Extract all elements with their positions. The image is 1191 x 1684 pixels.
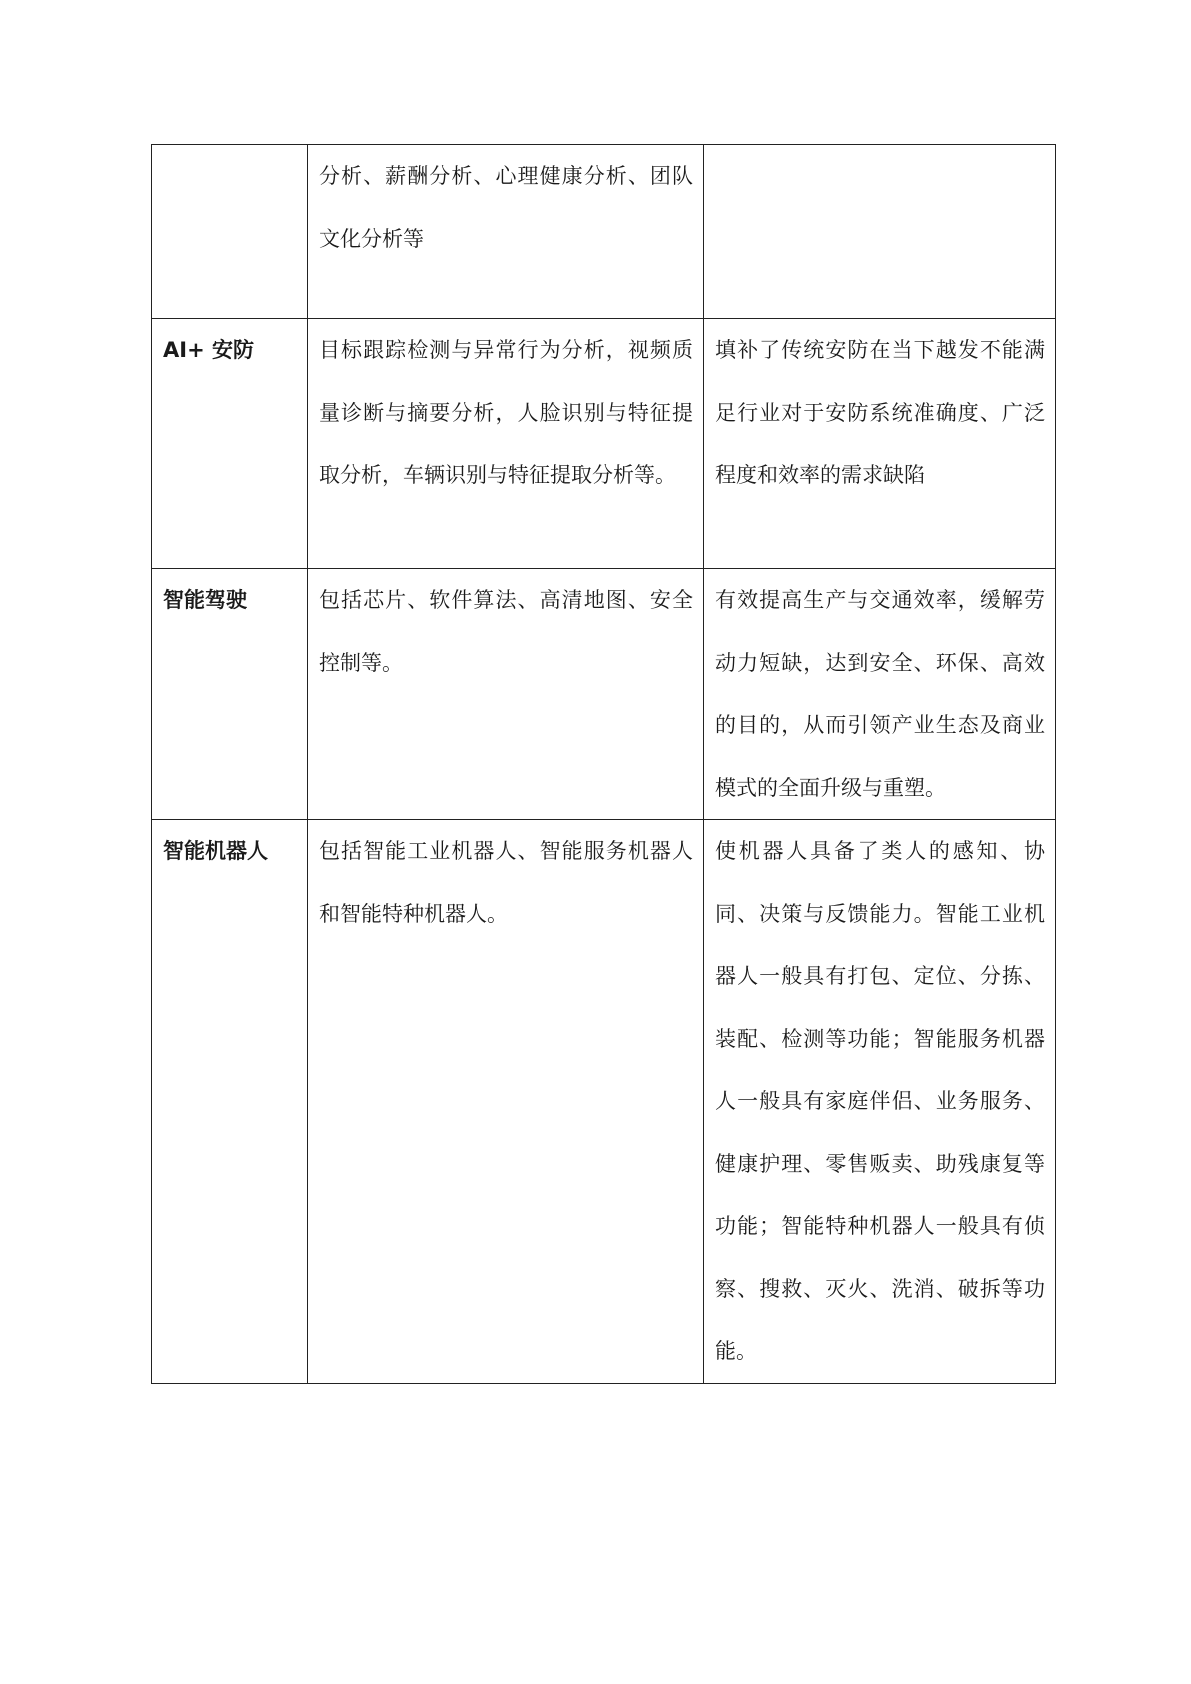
value-cell: [704, 145, 1056, 319]
content-cell: [308, 145, 704, 319]
content-cell: [308, 569, 704, 820]
value-cell: [704, 820, 1056, 1384]
content-text: 包括芯片、软件算法、高清地图、安全控制等。: [319, 588, 693, 675]
content-cell: [308, 820, 704, 1384]
content-text: 包括智能工业机器人、智能服务机器人和智能特种机器人。: [319, 839, 693, 926]
category-cell: [152, 319, 308, 569]
value-cell: [704, 569, 1056, 820]
value-cell: [704, 319, 1056, 569]
category-label: AI+ 安防: [163, 338, 254, 362]
category-label: 智能驾驶: [163, 588, 247, 612]
value-text: 有效提高生产与交通效率，缓解劳动力短缺，达到安全、环保、高效的目的，从而引领产业生态及商业模式的全面升级与重塑。: [715, 588, 1045, 800]
table-row: [152, 145, 1056, 319]
table-row: [152, 820, 1056, 1384]
category-cell: [152, 820, 308, 1384]
category-cell: [152, 145, 308, 319]
value-text: 使机器人具备了类人的感知、协同、决策与反馈能力。智能工业机器人一般具有打包、定位、分拣、装配、检测等功能；智能服务机器人一般具有家庭伴侣、业务服务、健康护理、零售贩卖、助残康复等功能；智能特种机器人一般具有侦察、搜救、灭火、洗消、破拆等功能。: [715, 839, 1045, 1363]
category-cell: [152, 569, 308, 820]
content-cell: [308, 319, 704, 569]
table-row: [152, 569, 1056, 820]
ai-applications-table: [151, 144, 1056, 1384]
value-text: 填补了传统安防在当下越发不能满足行业对于安防系统准确度、广泛程度和效率的需求缺陷: [715, 338, 1045, 487]
content-text: 分析、薪酬分析、心理健康分析、团队文化分析等: [319, 164, 693, 251]
category-label: 智能机器人: [163, 839, 268, 863]
table-row: [152, 319, 1056, 569]
content-text: 目标跟踪检测与异常行为分析，视频质量诊断与摘要分析，人脸识别与特征提取分析，车辆识别与特征提取分析等。: [319, 338, 693, 487]
